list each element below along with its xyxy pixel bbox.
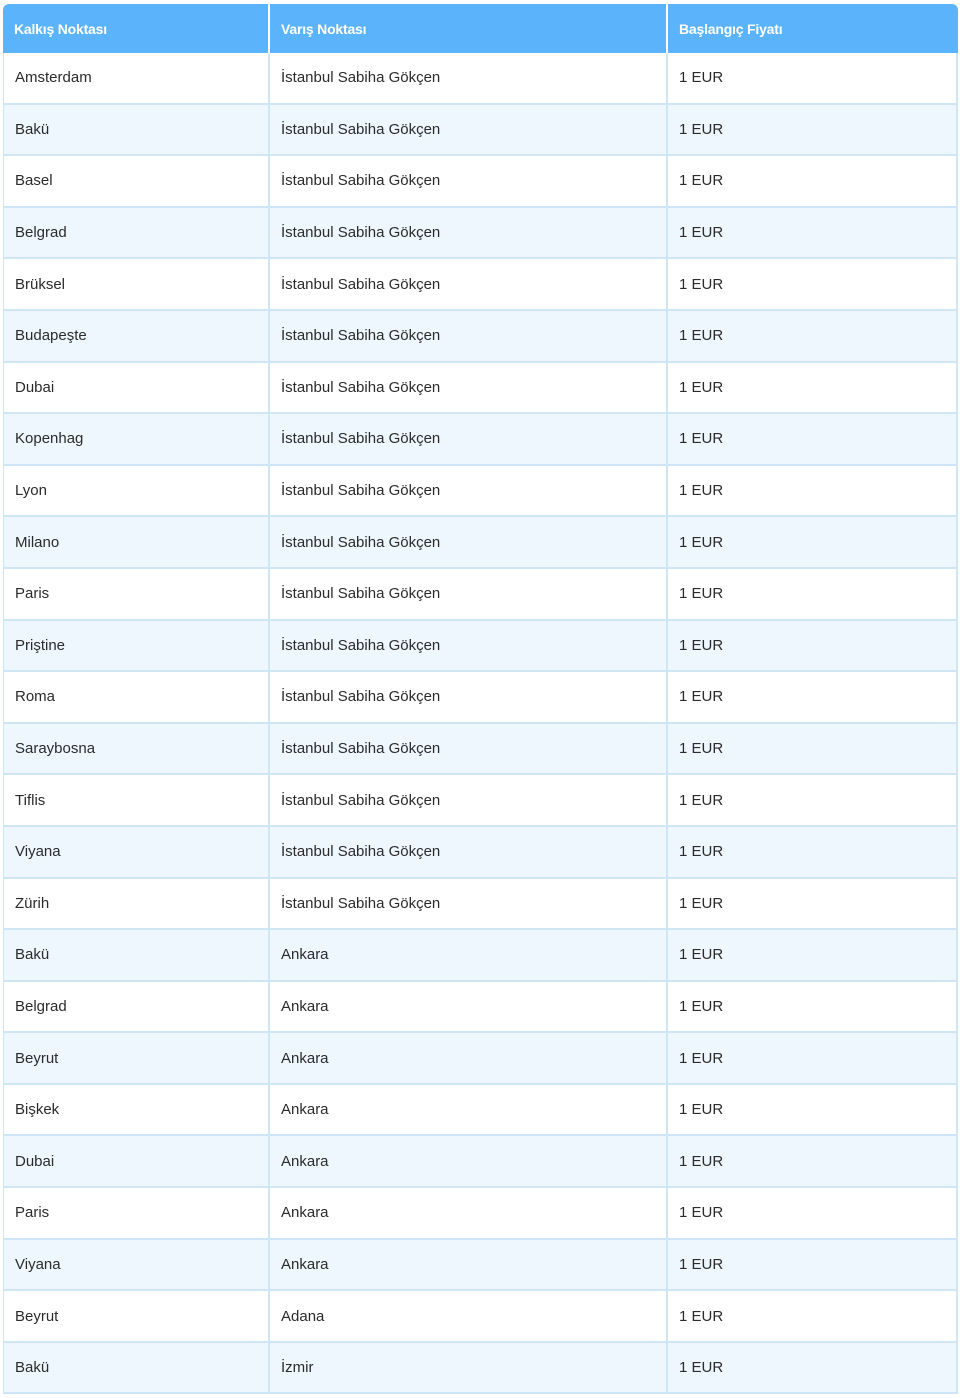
price-cell: 1 EUR	[668, 1085, 958, 1137]
departure-cell: Bakü	[3, 1343, 270, 1395]
table-row	[3, 1240, 958, 1292]
departure-cell: Roma	[3, 672, 270, 724]
price-cell: 1 EUR	[668, 1291, 958, 1343]
table-row	[3, 930, 958, 982]
departure-cell: Budapeşte	[3, 311, 270, 363]
arrival-cell: İstanbul Sabiha Gökçen	[270, 466, 668, 518]
departure-cell: Kopenhag	[3, 414, 270, 466]
table-row	[3, 466, 958, 518]
table-header	[3, 4, 958, 53]
table-row	[3, 363, 958, 415]
arrival-cell: İstanbul Sabiha Gökçen	[270, 672, 668, 724]
arrival-cell: Ankara	[270, 1033, 668, 1085]
departure-cell: Viyana	[3, 1240, 270, 1292]
table-row	[3, 1085, 958, 1137]
arrival-cell: Ankara	[270, 930, 668, 982]
departure-cell: Beyrut	[3, 1033, 270, 1085]
table-row	[3, 414, 958, 466]
price-cell: 1 EUR	[668, 569, 958, 621]
table-row	[3, 1188, 958, 1240]
arrival-cell: İstanbul Sabiha Gökçen	[270, 208, 668, 260]
arrival-cell: Ankara	[270, 1085, 668, 1137]
arrival-cell: İstanbul Sabiha Gökçen	[270, 621, 668, 673]
price-cell: 1 EUR	[668, 1343, 958, 1395]
table-row	[3, 53, 958, 105]
table-row	[3, 208, 958, 260]
flight-price-table	[3, 4, 958, 1394]
price-cell: 1 EUR	[668, 775, 958, 827]
arrival-cell: İstanbul Sabiha Gökçen	[270, 569, 668, 621]
price-cell: 1 EUR	[668, 1033, 958, 1085]
table-row	[3, 517, 958, 569]
arrival-cell: İstanbul Sabiha Gökçen	[270, 259, 668, 311]
price-cell: 1 EUR	[668, 259, 958, 311]
arrival-cell: İstanbul Sabiha Gökçen	[270, 827, 668, 879]
table-row	[3, 879, 958, 931]
arrival-cell: Adana	[270, 1291, 668, 1343]
table-row	[3, 982, 958, 1034]
price-cell: 1 EUR	[668, 517, 958, 569]
table-row	[3, 672, 958, 724]
departure-cell: Tiflis	[3, 775, 270, 827]
price-cell: 1 EUR	[668, 1240, 958, 1292]
departure-cell: Dubai	[3, 1136, 270, 1188]
price-cell: 1 EUR	[668, 105, 958, 157]
table-row	[3, 156, 958, 208]
table-row	[3, 569, 958, 621]
departure-cell: Saraybosna	[3, 724, 270, 776]
price-cell: 1 EUR	[668, 982, 958, 1034]
arrival-cell: Ankara	[270, 1188, 668, 1240]
price-cell: 1 EUR	[668, 621, 958, 673]
arrival-cell: İstanbul Sabiha Gökçen	[270, 414, 668, 466]
arrival-cell: İstanbul Sabiha Gökçen	[270, 156, 668, 208]
departure-cell: Brüksel	[3, 259, 270, 311]
departure-cell: Basel	[3, 156, 270, 208]
price-cell: 1 EUR	[668, 672, 958, 724]
departure-cell: Beyrut	[3, 1291, 270, 1343]
table-row	[3, 105, 958, 157]
price-cell: 1 EUR	[668, 53, 958, 105]
price-cell: 1 EUR	[668, 1136, 958, 1188]
arrival-cell: İstanbul Sabiha Gökçen	[270, 363, 668, 415]
price-cell: 1 EUR	[668, 930, 958, 982]
price-cell: 1 EUR	[668, 1188, 958, 1240]
arrival-cell: İstanbul Sabiha Gökçen	[270, 53, 668, 105]
table-row	[3, 1343, 958, 1395]
price-cell: 1 EUR	[668, 311, 958, 363]
departure-cell: Paris	[3, 1188, 270, 1240]
departure-cell: Belgrad	[3, 982, 270, 1034]
table-row	[3, 1033, 958, 1085]
column-header-departure: Kalkış Noktası	[3, 4, 270, 53]
arrival-cell: İstanbul Sabiha Gökçen	[270, 105, 668, 157]
price-cell: 1 EUR	[668, 208, 958, 260]
departure-cell: Milano	[3, 517, 270, 569]
arrival-cell: Ankara	[270, 982, 668, 1034]
column-header-arrival: Varış Noktası	[270, 4, 668, 53]
arrival-cell: İstanbul Sabiha Gökçen	[270, 311, 668, 363]
departure-cell: Lyon	[3, 466, 270, 518]
table-row	[3, 1291, 958, 1343]
departure-cell: Viyana	[3, 827, 270, 879]
price-cell: 1 EUR	[668, 827, 958, 879]
departure-cell: Paris	[3, 569, 270, 621]
table-row	[3, 259, 958, 311]
arrival-cell: İstanbul Sabiha Gökçen	[270, 775, 668, 827]
price-cell: 1 EUR	[668, 414, 958, 466]
arrival-cell: İstanbul Sabiha Gökçen	[270, 724, 668, 776]
departure-cell: Bişkek	[3, 1085, 270, 1137]
departure-cell: Zürih	[3, 879, 270, 931]
departure-cell: Amsterdam	[3, 53, 270, 105]
departure-cell: Bakü	[3, 930, 270, 982]
table-row	[3, 775, 958, 827]
departure-cell: Priştine	[3, 621, 270, 673]
table-row	[3, 827, 958, 879]
price-cell: 1 EUR	[668, 724, 958, 776]
departure-cell: Dubai	[3, 363, 270, 415]
table-row	[3, 621, 958, 673]
table-row	[3, 724, 958, 776]
table-header-row	[3, 4, 958, 53]
column-header-starting-price: Başlangıç Fiyatı	[668, 4, 958, 53]
price-cell: 1 EUR	[668, 363, 958, 415]
departure-cell: Belgrad	[3, 208, 270, 260]
flight-price-table-container	[3, 4, 958, 1394]
table-row	[3, 311, 958, 363]
arrival-cell: Ankara	[270, 1240, 668, 1292]
price-cell: 1 EUR	[668, 466, 958, 518]
table-row	[3, 1136, 958, 1188]
arrival-cell: İstanbul Sabiha Gökçen	[270, 879, 668, 931]
arrival-cell: İstanbul Sabiha Gökçen	[270, 517, 668, 569]
price-cell: 1 EUR	[668, 156, 958, 208]
departure-cell: Bakü	[3, 105, 270, 157]
table-body	[3, 53, 958, 1394]
arrival-cell: Ankara	[270, 1136, 668, 1188]
arrival-cell: İzmir	[270, 1343, 668, 1395]
price-cell: 1 EUR	[668, 879, 958, 931]
